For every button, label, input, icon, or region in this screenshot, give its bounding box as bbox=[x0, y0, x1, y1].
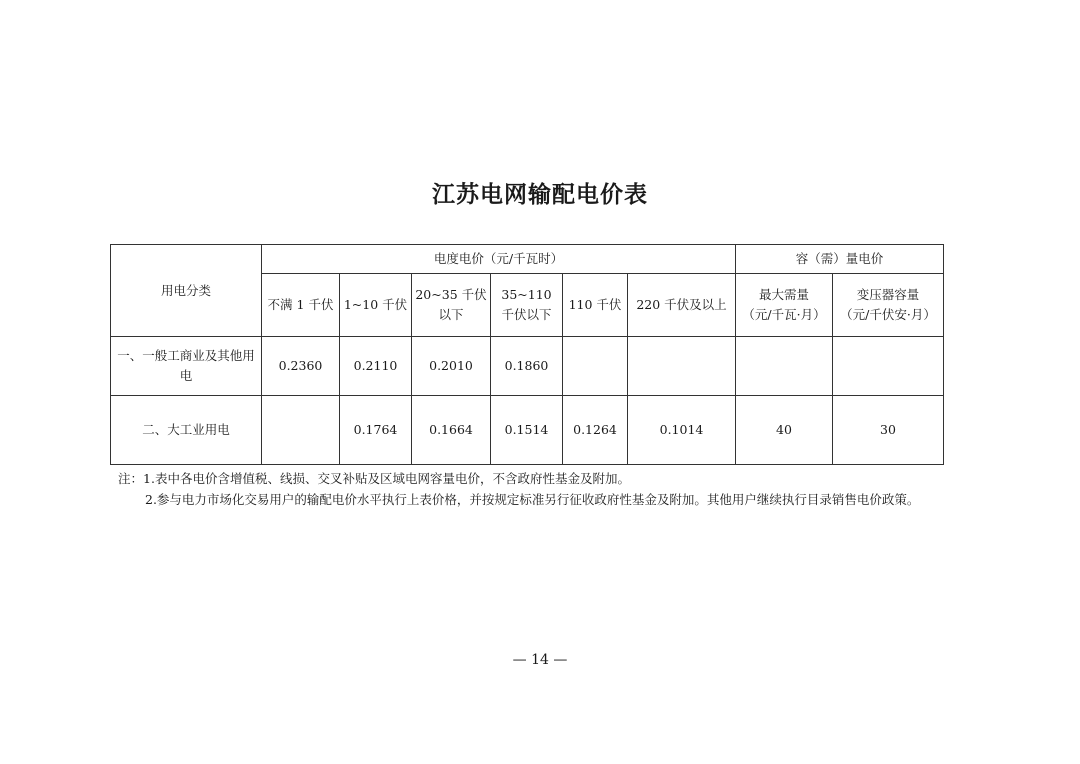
notes-prefix: 注： bbox=[118, 471, 144, 486]
header-voltage-col: 1~10 千伏 bbox=[340, 274, 412, 337]
table-cell: 0.1264 bbox=[563, 396, 628, 465]
header-voltage-col: 20~35 千伏以下 bbox=[412, 274, 491, 337]
row-category: 二、大工业用电 bbox=[111, 396, 262, 465]
header-energy-price: 电度电价（元/千瓦时） bbox=[262, 245, 736, 274]
header-row-1 bbox=[111, 245, 944, 274]
page-title: 江苏电网输配电价表 bbox=[432, 182, 648, 208]
tariff-table bbox=[110, 244, 944, 465]
table-cell bbox=[628, 337, 736, 396]
table-cell: 0.1664 bbox=[412, 396, 491, 465]
table-cell: 0.1014 bbox=[628, 396, 736, 465]
header-category: 用电分类 bbox=[111, 245, 262, 337]
table-cell bbox=[833, 337, 944, 396]
table-cell: 0.1514 bbox=[491, 396, 563, 465]
table-row bbox=[111, 337, 944, 396]
note-item bbox=[118, 489, 956, 510]
note-item bbox=[118, 468, 956, 489]
table-cell: 40 bbox=[736, 396, 833, 465]
table-cell: 30 bbox=[833, 396, 944, 465]
page-number: — 14 — bbox=[512, 652, 568, 668]
header-max-demand bbox=[736, 274, 833, 337]
table-cell bbox=[736, 337, 833, 396]
header-max-demand-unit: （元/千瓦·月） bbox=[742, 307, 826, 322]
note-text: 2.参与电力市场化交易用户的输配电价水平执行上表价格，并按规定标准另行征收政府性基金及附加。其他用户继续执行目录销售电价政策。 bbox=[145, 492, 920, 507]
header-transformer-capacity-label: 变压器容量 bbox=[856, 287, 920, 302]
row-category: 一、一般工商业及其他用电 bbox=[111, 337, 262, 396]
header-voltage-col: 110 千伏 bbox=[563, 274, 628, 337]
table-cell: 0.1764 bbox=[340, 396, 412, 465]
header-transformer-capacity bbox=[833, 274, 944, 337]
header-capacity-price: 容（需）量电价 bbox=[736, 245, 944, 274]
header-voltage-col: 35~110 千伏以下 bbox=[491, 274, 563, 337]
header-transformer-capacity-unit: （元/千伏安·月） bbox=[840, 307, 936, 322]
header-voltage-col: 220 千伏及以上 bbox=[628, 274, 736, 337]
table-cell bbox=[563, 337, 628, 396]
table-cell bbox=[262, 396, 340, 465]
note-text: 1.表中各电价含增值税、线损、交叉补贴及区域电网容量电价，不含政府性基金及附加。 bbox=[143, 471, 630, 486]
table-row bbox=[111, 396, 944, 465]
table-cell: 0.2360 bbox=[262, 337, 340, 396]
table-cell: 0.2110 bbox=[340, 337, 412, 396]
notes bbox=[118, 468, 956, 510]
header-voltage-col: 不满 1 千伏 bbox=[262, 274, 340, 337]
table-cell: 0.2010 bbox=[412, 337, 491, 396]
header-max-demand-label: 最大需量 bbox=[758, 287, 809, 302]
table-cell: 0.1860 bbox=[491, 337, 563, 396]
